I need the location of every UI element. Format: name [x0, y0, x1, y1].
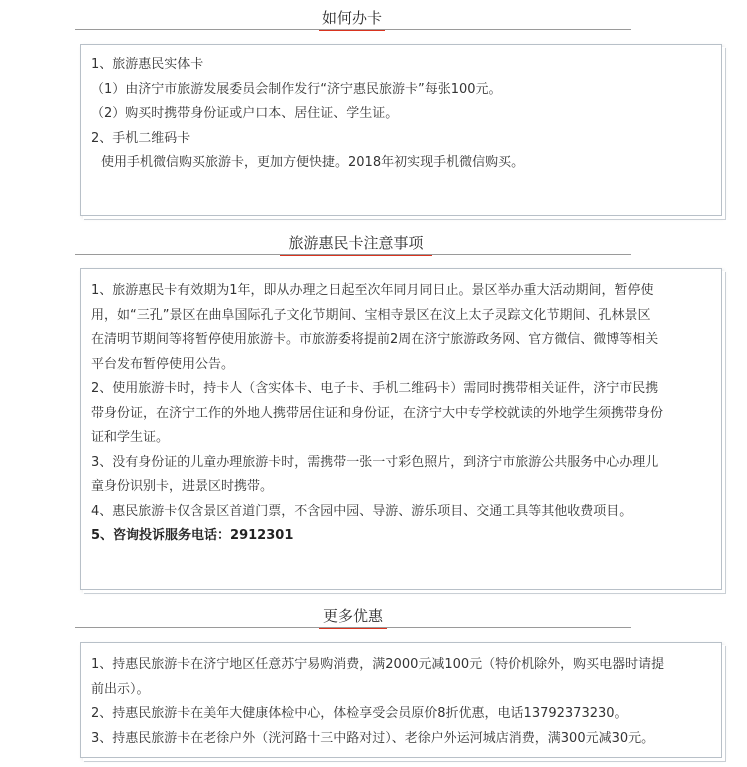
text-line: 3、持惠民旅游卡在老徐户外（洸河路十三中路对过）、老徐户外运河城店消费，满300元减30元。	[91, 730, 655, 746]
text-line: 用，如“三孔”景区在曲阜国际孔子文化节期间、宝相寺景区在汶上太子灵踪文化节期间、孔林景区	[91, 307, 651, 323]
text-line: 2、使用旅游卡时，持卡人（含实体卡、电子卡、手机二维码卡）需同时携带相关证件，济宁市民携	[91, 381, 659, 396]
text-line: 平台发布暂停使用公告。	[91, 356, 235, 372]
text-line: （1）由济宁市旅游发展委员会制作发行“济宁惠民旅游卡”每张100元。	[91, 81, 502, 97]
text-line: 3、没有身份证的儿童办理旅游卡时，需携带一张一寸彩色照片，到济宁市旅游公共服务中心办理儿	[91, 454, 659, 470]
section-header-more-offers	[75, 608, 631, 628]
how-to-apply-card	[80, 44, 722, 216]
divider	[75, 254, 631, 255]
text-line: 带身份证，在济宁工作的外地人携带居住证和身份证，在济宁大中专学校就读的外地学生须携带身份	[91, 405, 664, 421]
notes-card	[80, 268, 722, 590]
section-title: 如何办卡	[321, 9, 383, 27]
hotline-text: 5、咨询投诉服务电话：2912301	[91, 528, 294, 543]
text-line: 证和学生证。	[91, 430, 170, 445]
text-line: 在清明节期间等将暂停使用旅游卡。市旅游委将提前2周在济宁旅游政务网、官方微信、微博等相关	[91, 332, 659, 347]
section-header-notes	[75, 235, 631, 255]
text-line: 前出示）。	[91, 681, 150, 697]
divider	[75, 627, 631, 628]
section-title: 旅游惠民卡注意事项	[288, 234, 424, 252]
section-title: 更多优惠	[322, 607, 384, 625]
text-line: 1、持惠民旅游卡在济宁地区任意苏宁易购消费，满2000元减100元（特价机除外，购买电器时请提	[91, 657, 665, 672]
text-line: 2、持惠民旅游卡在美年大健康体检中心，体检享受会员原价8折优惠，电话13792373230。	[91, 706, 628, 721]
text-line: 童身份识别卡，进景区时携带。	[91, 479, 274, 494]
section-header-how-to-apply	[75, 10, 631, 30]
text-line: 1、旅游惠民卡有效期为1年，即从办理之日起至次年同月同日止。景区举办重大活动期间，暂停使	[91, 283, 654, 298]
text-line: 使用手机微信购买旅游卡，更加方便快捷。2018年初实现手机微信购买。	[101, 155, 525, 170]
divider	[75, 29, 631, 30]
text-line: 2、手机二维码卡	[91, 130, 191, 146]
text-line: （2）购买时携带身份证或户口本、居住证、学生证。	[91, 106, 399, 121]
more-offers-card	[80, 642, 722, 758]
text-line: 1、旅游惠民实体卡	[91, 57, 204, 72]
text-line: 4、惠民旅游卡仅含景区首道门票，不含园中园、导游、游乐项目、交通工具等其他收费项目。	[91, 503, 633, 519]
